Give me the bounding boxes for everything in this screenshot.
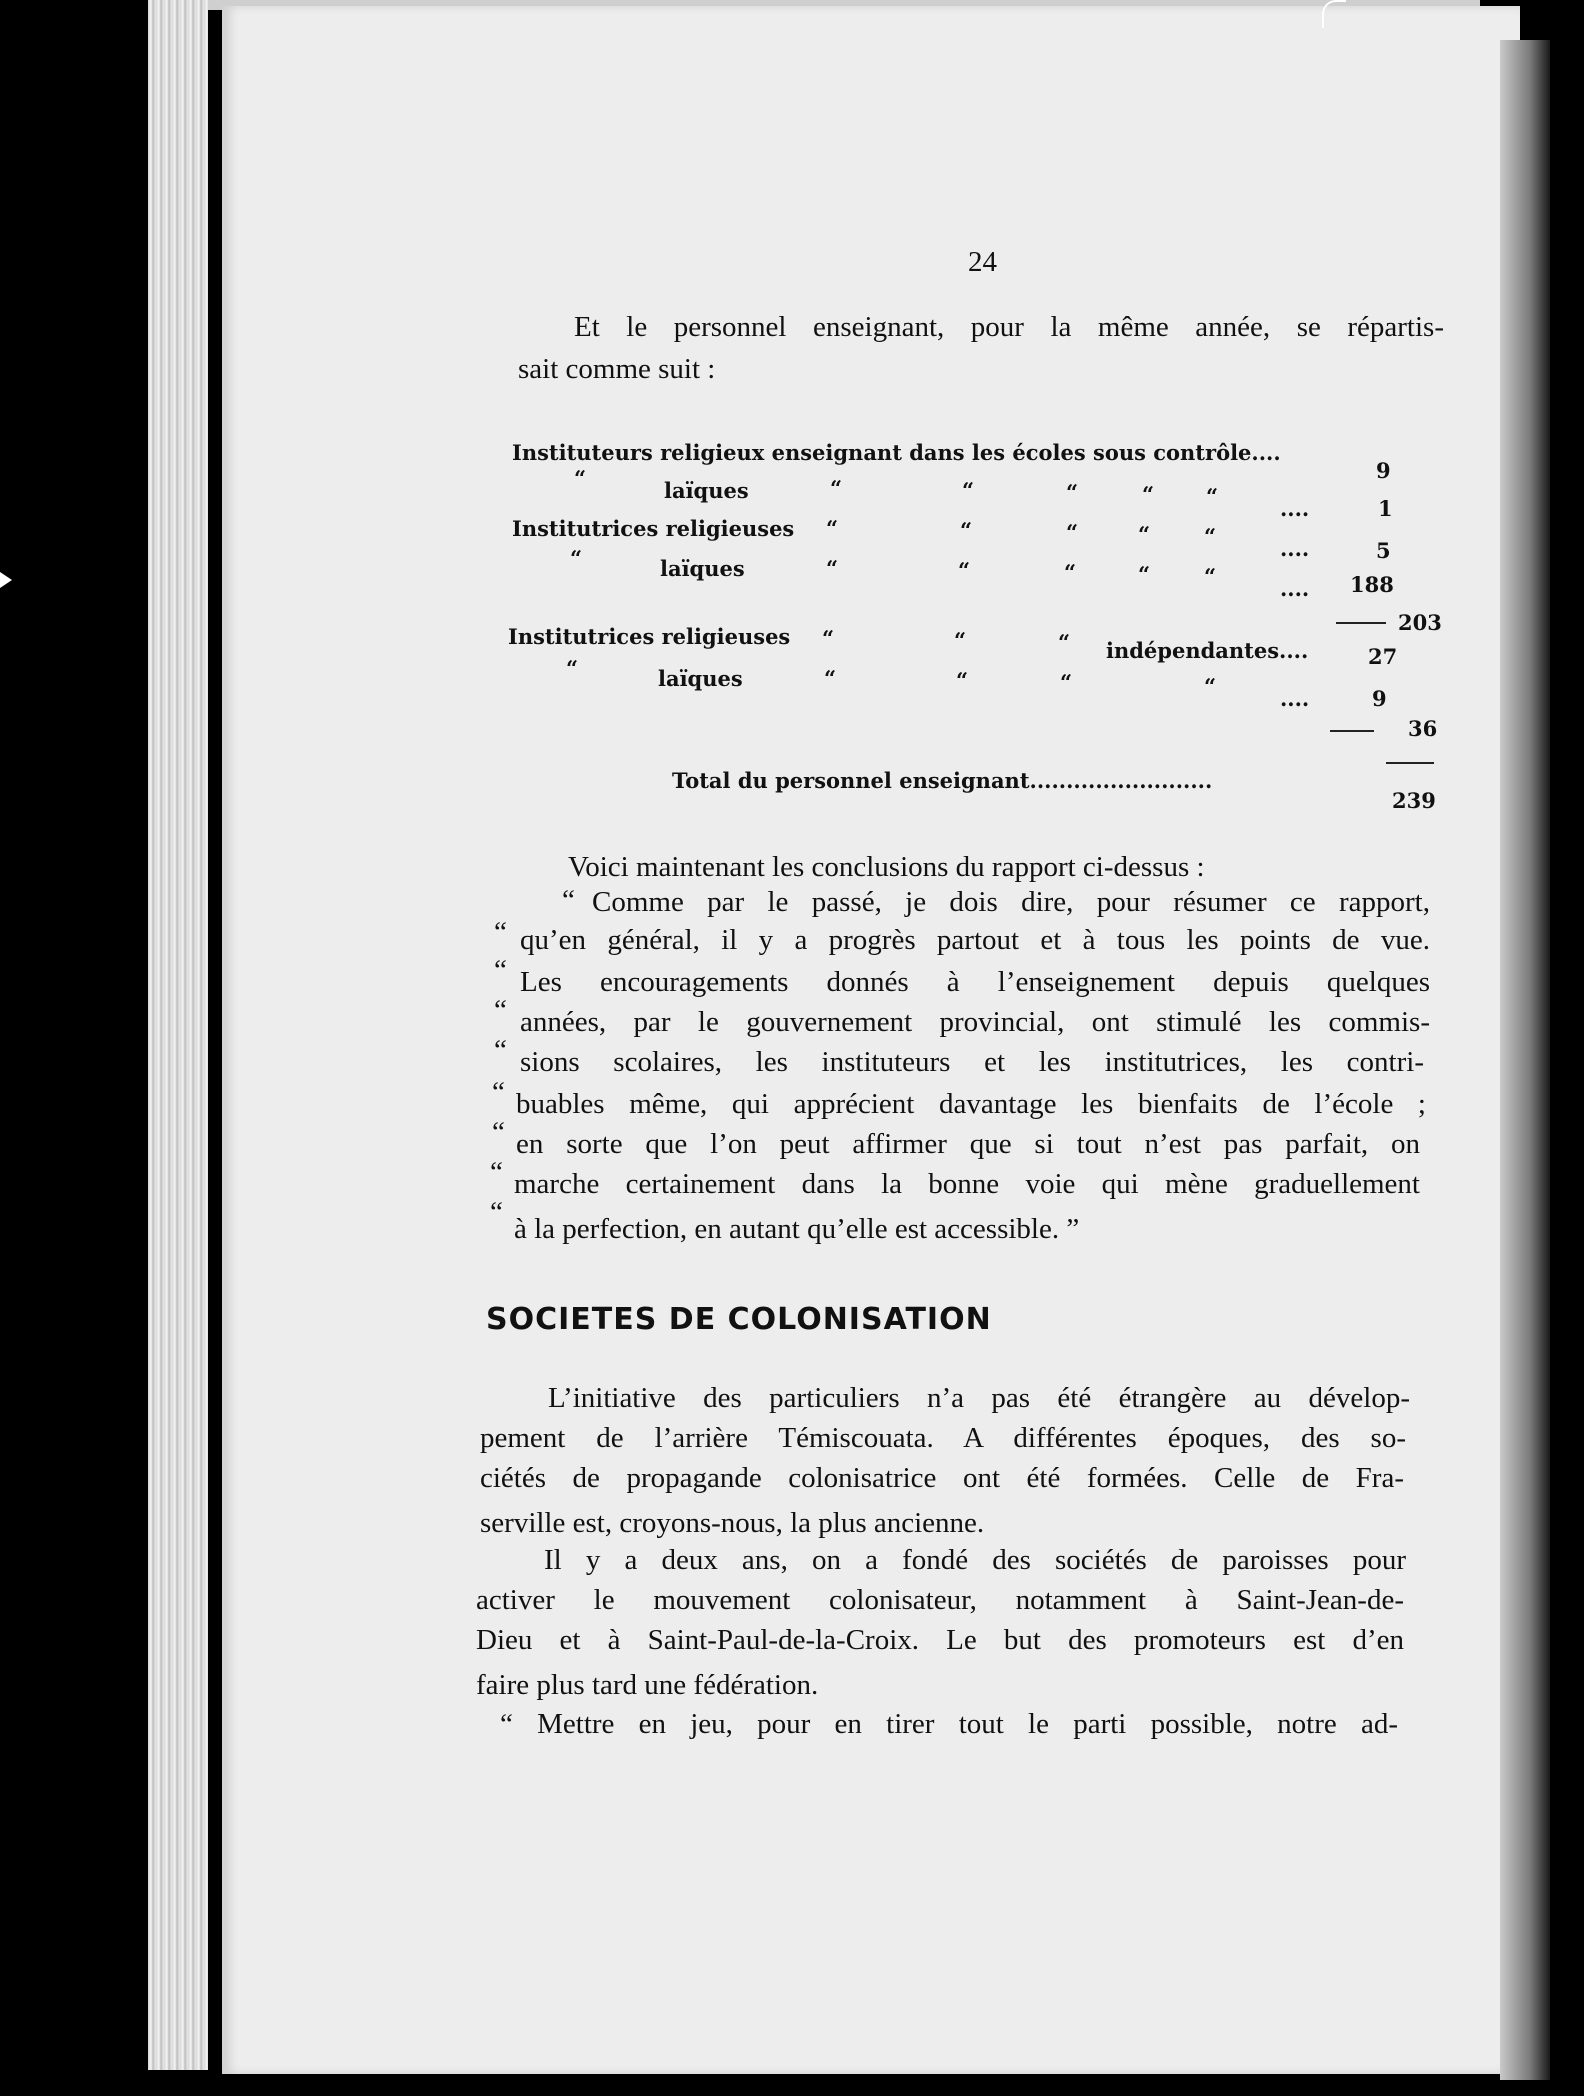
paragraph-line: ciétés de propagande colonisatrice ont été formées. Celle de Fra- xyxy=(480,1462,1404,1494)
intro-line-1: Et le personnel enseignant, pour la même année, se répartis- xyxy=(574,311,1444,343)
quote-line: Les encouragements donnés à l’enseignement depuis quelques xyxy=(520,966,1430,998)
table-row-label: laïques xyxy=(658,666,743,691)
quote-mark-open: “ xyxy=(492,1076,505,1108)
independent-qualifier: indépendantes.... xyxy=(1106,638,1309,663)
table-row-value: 5 xyxy=(1376,538,1391,563)
ditto-mark: “ xyxy=(1204,524,1217,549)
quote-mark-open: “ xyxy=(562,884,575,916)
ditto-mark: “ xyxy=(574,466,587,491)
ditto-mark: “ xyxy=(1142,482,1155,507)
quote-line: à la perfection, en autant qu’elle est accessible. ” xyxy=(514,1213,1080,1245)
total-rule xyxy=(1386,762,1434,764)
quote-line: marche certainement dans la bonne voie qui mène graduellement xyxy=(514,1168,1420,1200)
quote-mark-open: “ xyxy=(494,1034,507,1066)
table-row-label: laïques xyxy=(664,478,749,503)
table-row-label: Instituteurs religieux enseignant dans les écoles sous contrôle.... xyxy=(512,440,1281,465)
ditto-mark: “ xyxy=(830,476,843,501)
ditto-mark: “ xyxy=(962,478,975,503)
page-number: 24 xyxy=(968,246,997,278)
ditto-mark: “ xyxy=(1138,522,1151,547)
paragraph-line: L’initiative des particuliers n’a pas été étrangère au dévelop- xyxy=(548,1382,1410,1414)
leader-dots: .... xyxy=(1280,496,1310,521)
subtotal-independent: 36 xyxy=(1408,716,1438,741)
paragraph-line: faire plus tard une fédération. xyxy=(476,1669,819,1701)
leader-dots: .... xyxy=(1280,536,1310,561)
quote-mark-open: “ xyxy=(494,954,507,986)
table-row-value: 27 xyxy=(1368,644,1398,669)
ditto-mark: “ xyxy=(1058,630,1071,655)
paragraph-line: Il y a deux ans, on a fondé des sociétés de paroisses pour xyxy=(544,1544,1406,1576)
table-row-value: 188 xyxy=(1350,572,1394,597)
ditto-mark: “ xyxy=(1204,674,1217,699)
subtotal-rule xyxy=(1336,622,1386,624)
paragraph-line: pement de l’arrière Témiscouata. A différentes époques, des so- xyxy=(480,1422,1406,1454)
quote-line: Comme par le passé, je dois dire, pour résumer ce rapport, xyxy=(592,886,1430,918)
ditto-mark: “ xyxy=(570,546,583,571)
total-value: 239 xyxy=(1392,788,1436,813)
quote-line: en sorte que l’on peut affirmer que si tout n’est pas parfait, on xyxy=(516,1128,1420,1160)
quote-mark-open: “ xyxy=(492,1116,505,1148)
ditto-mark: “ xyxy=(1206,484,1219,509)
ditto-mark: “ xyxy=(1138,562,1151,587)
ditto-mark: “ xyxy=(826,556,839,581)
table-row-label: Institutrices religieuses xyxy=(512,516,795,541)
table-row-label: laïques xyxy=(660,556,745,581)
quote-mark-open: “ xyxy=(494,916,507,948)
quote-mark-open: “ xyxy=(494,994,507,1026)
quote-line: années, par le gouvernement provincial, ont stimulé les commis- xyxy=(520,1006,1430,1038)
ditto-mark: “ xyxy=(1066,480,1079,505)
leader-dots: .... xyxy=(1280,686,1310,711)
conclusion-intro: Voici maintenant les conclusions du rapport ci-dessus : xyxy=(568,851,1205,883)
table-row-value: 9 xyxy=(1372,686,1387,711)
ditto-mark: “ xyxy=(1060,670,1073,695)
paragraph-3-start: “ Mettre en jeu, pour en tirer tout le parti possible, notre ad- xyxy=(500,1708,1398,1740)
intro-line-2: sait comme suit : xyxy=(518,353,716,385)
total-label: Total du personnel enseignant......................... xyxy=(672,768,1213,793)
ditto-mark: “ xyxy=(822,626,835,651)
ditto-mark: “ xyxy=(960,518,973,543)
subtotal-rule xyxy=(1330,730,1374,732)
quote-line: sions scolaires, les instituteurs et les institutrices, les contri- xyxy=(520,1046,1424,1078)
table-row-value: 9 xyxy=(1376,458,1391,483)
leader-dots: .... xyxy=(1280,576,1310,601)
ditto-mark: “ xyxy=(1204,564,1217,589)
table-row-label: Institutrices religieuses xyxy=(508,624,791,649)
paragraph-line: Dieu et à Saint-Paul-de-la-Croix. Le but des promoteurs est d’en xyxy=(476,1624,1404,1656)
subtotal-controlled: 203 xyxy=(1398,610,1442,635)
paragraph-line: activer le mouvement colonisateur, notamment à Saint-Jean-de- xyxy=(476,1584,1404,1616)
ditto-mark: “ xyxy=(1064,560,1077,585)
quote-mark-open: “ xyxy=(490,1196,503,1228)
quote-line: qu’en général, il y a progrès partout et à tous les points de vue. xyxy=(520,924,1430,956)
ditto-mark: “ xyxy=(954,628,967,653)
paragraph-line: serville est, croyons-nous, la plus ancienne. xyxy=(480,1507,985,1539)
quote-mark-open: “ xyxy=(490,1156,503,1188)
ditto-mark: “ xyxy=(824,666,837,691)
ditto-mark: “ xyxy=(958,558,971,583)
ditto-mark: “ xyxy=(566,656,579,681)
ditto-mark: “ xyxy=(956,668,969,693)
ditto-mark: “ xyxy=(1066,520,1079,545)
ditto-mark: “ xyxy=(826,516,839,541)
quote-line: buables même, qui apprécient davantage les bienfaits de l’école ; xyxy=(516,1088,1426,1120)
table-row-value: 1 xyxy=(1378,496,1393,521)
section-heading: SOCIETES DE COLONISATION xyxy=(486,1302,992,1337)
